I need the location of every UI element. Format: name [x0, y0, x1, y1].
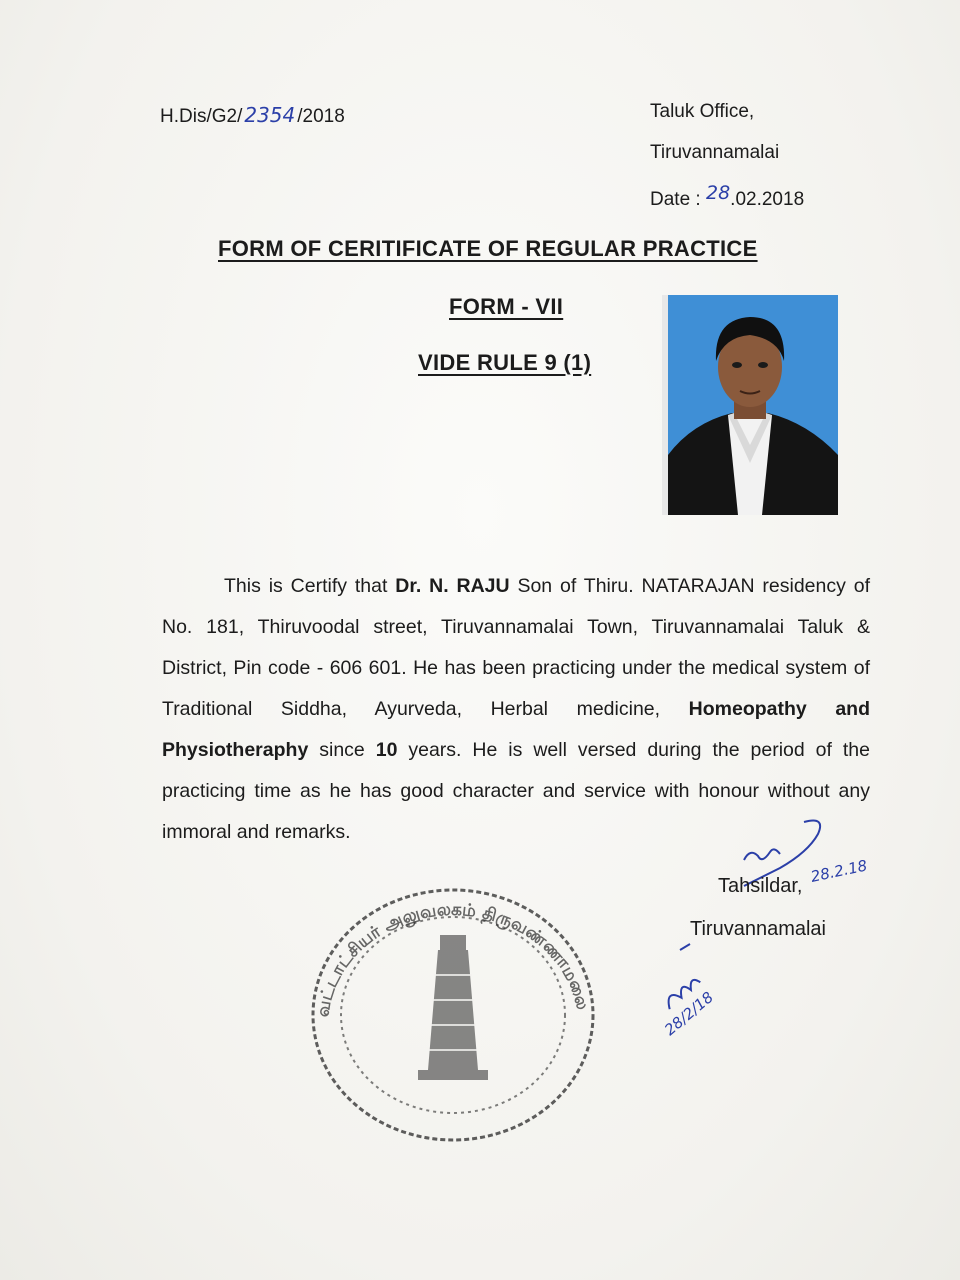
body-address: Son of Thiru. NATARAJAN residency of No. 181, Thiruvoodal street, Tiruvannamalai Town, Tiruvannamalai Taluk & District, Pin code - 606 601. He has been practicing under the medical system of Traditional Siddha, Ayurveda, Herbal medicine,	[162, 575, 870, 720]
certificate-title: FORM OF CERITIFICATE OF REGULAR PRACTICE	[218, 236, 758, 261]
applicant-photo	[662, 295, 838, 515]
temple-emblem-icon	[418, 935, 488, 1080]
rule-reference: VIDE RULE 9 (1)	[418, 350, 592, 375]
reference-number	[160, 103, 345, 128]
ref-suffix: /2018	[297, 106, 345, 127]
initial-date-handwritten: 28/2/18	[661, 988, 717, 1040]
office-line-2: Tiruvannamalai	[650, 142, 780, 163]
date-rest: .02.2018	[730, 189, 805, 210]
practice-systems: Homeopathy and Physiotheraphy	[162, 698, 870, 761]
designation-label: Tahsildar,	[718, 875, 803, 897]
ref-number-handwritten: 2354	[244, 103, 296, 127]
years-count: 10	[375, 739, 398, 761]
form-number: FORM - VII	[449, 294, 564, 319]
ref-prefix: H.Dis/G2/	[160, 106, 243, 127]
practitioner-name: Dr. N. RAJU	[395, 575, 510, 597]
seal-text: வட்டாட்சியர் அலுவலகம் திருவண்ணாமலை	[313, 899, 593, 1019]
body-closing: years. He is well versed during the period of the practicing time as he has good character and service with honour without any immoral and remarks.	[162, 739, 870, 843]
issue-date	[650, 182, 804, 211]
certificate-body	[162, 566, 870, 853]
office-line-1: Taluk Office,	[650, 101, 755, 122]
body-since: since	[308, 739, 376, 761]
signature-date-handwritten: 28.2.18	[809, 856, 869, 886]
official-seal	[288, 855, 618, 1155]
initial-scribble	[640, 940, 750, 1050]
body-intro: This is Certify that	[224, 575, 396, 597]
date-day-handwritten: 28	[705, 182, 731, 204]
designation-place: Tiruvannamalai	[690, 918, 826, 940]
date-label: Date :	[650, 189, 706, 210]
